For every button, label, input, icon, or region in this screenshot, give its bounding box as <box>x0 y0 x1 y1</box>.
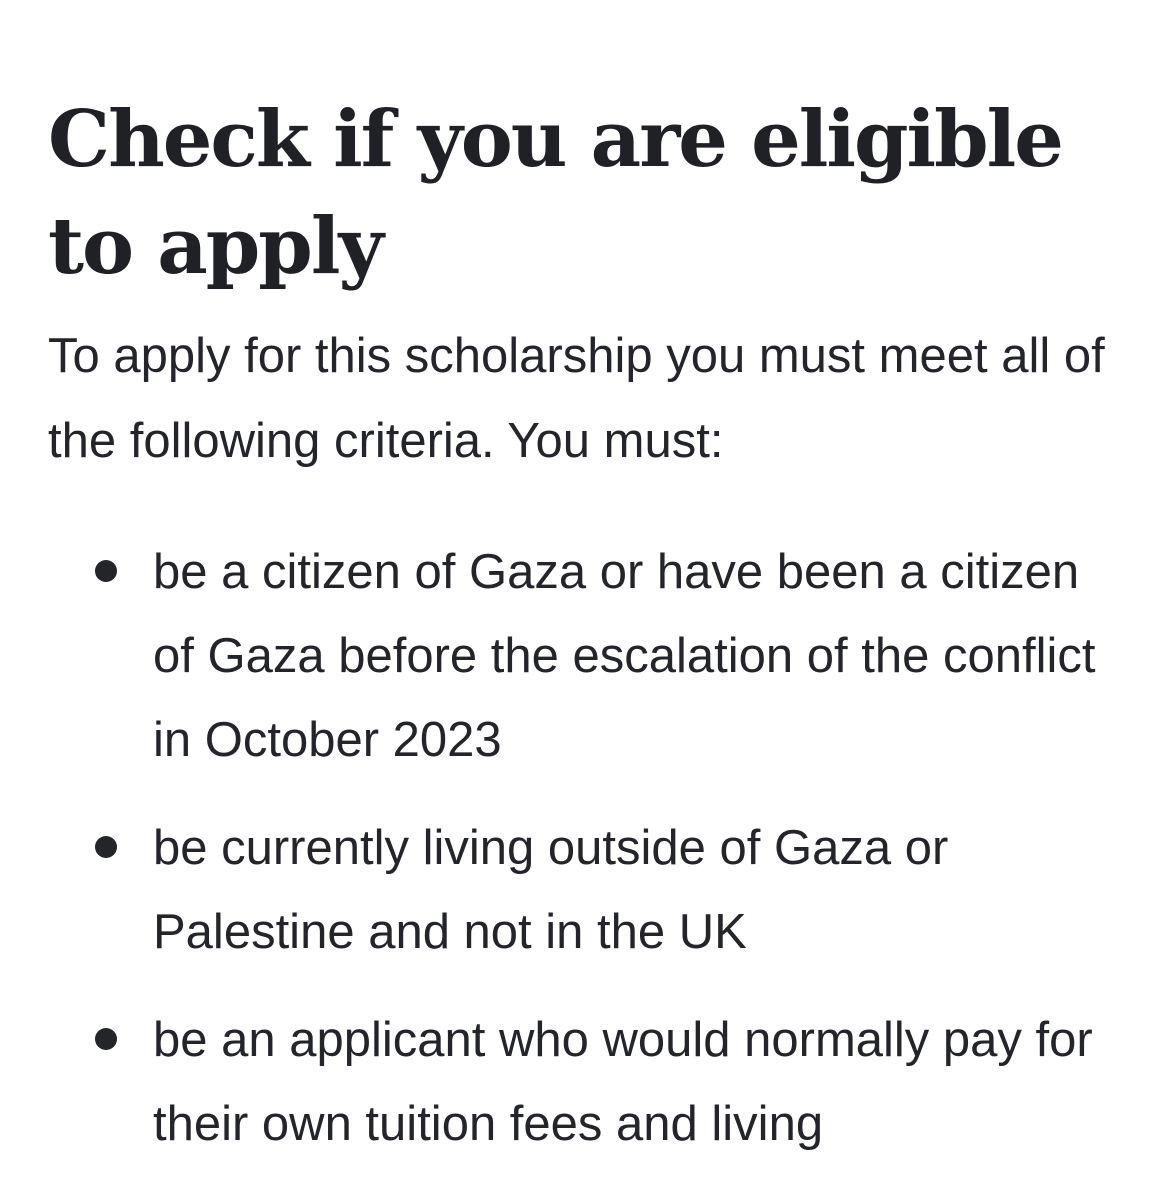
criteria-list <box>48 530 1128 1166</box>
list-item-text: be currently living outside of Gaza or Palestine and not in the UK <box>153 821 949 959</box>
intro-paragraph: To apply for this scholarship you must meet all of the following criteria. You must: <box>48 329 1105 468</box>
eligibility-section <box>48 0 1128 1190</box>
page-title: Check if you are eligible to apply <box>48 94 1062 292</box>
bullet-icon <box>95 836 117 858</box>
bullet-icon <box>95 1028 117 1050</box>
bullet-icon <box>95 560 117 582</box>
list-item <box>48 998 1128 1166</box>
list-item <box>48 806 1128 974</box>
list-item <box>48 530 1128 782</box>
list-item-text: be a citizen of Gaza or have been a citizen of Gaza before the escalation of the conflict in October 2023 <box>153 545 1096 767</box>
list-item-text: be an applicant who would normally pay for their own tuition fees and living <box>153 1013 1093 1151</box>
